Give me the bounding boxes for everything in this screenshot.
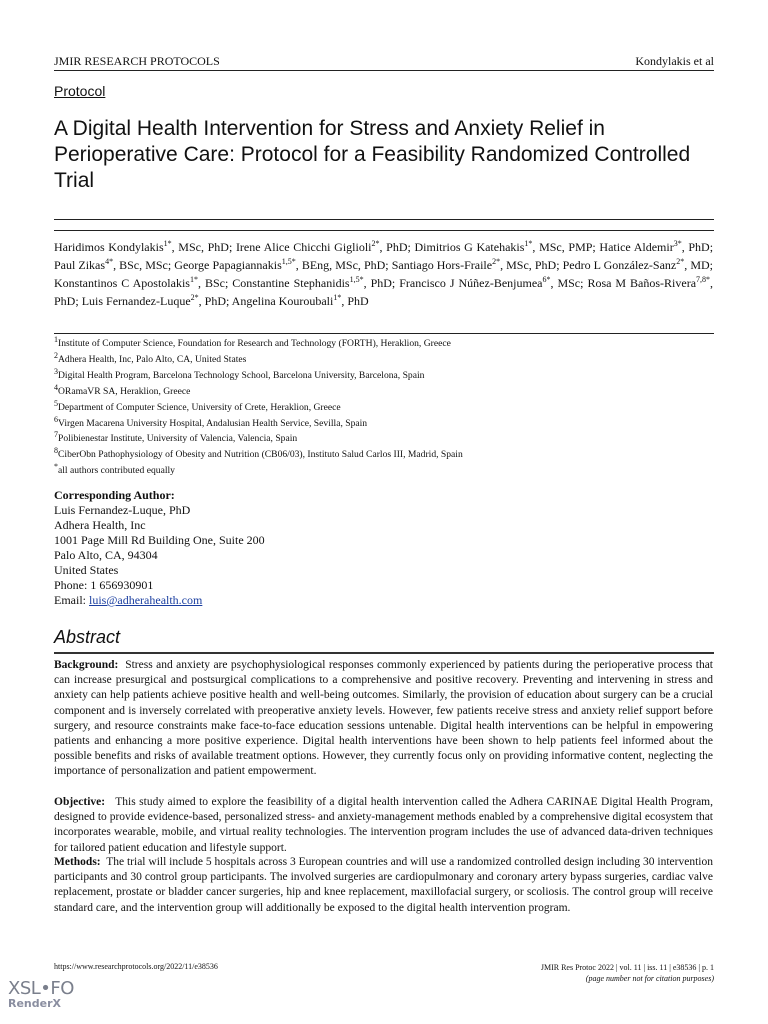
affiliation-text: ORamaVR SA, Heraklion, Greece bbox=[58, 385, 191, 397]
author-name: Pedro L González-Sanz bbox=[562, 258, 677, 272]
affiliation-number: 8 bbox=[54, 446, 58, 456]
corresponding-email-line bbox=[54, 593, 265, 608]
author-entry: Paul Zikas$^{4*}$, BSc, MSc bbox=[54, 257, 168, 272]
author-name: Rosa M Baños-Rivera bbox=[587, 276, 697, 290]
email-link[interactable]: luis@adherahealth.com bbox=[89, 593, 203, 607]
background-label: Background: bbox=[54, 659, 119, 671]
abstract-rule bbox=[54, 652, 714, 654]
author-affiliation-sup: 1,5* bbox=[349, 275, 364, 284]
author-degrees: MSc, PhD bbox=[178, 240, 229, 254]
affiliation-text: Adhera Health, Inc, Palo Alto, CA, United States bbox=[58, 353, 247, 365]
author-name: Angelina Kouroubali bbox=[231, 294, 334, 308]
affiliation-number: 3 bbox=[54, 366, 58, 376]
renderx-logo bbox=[8, 978, 74, 1010]
corresponding-phone: Phone: 1 656930901 bbox=[54, 578, 154, 592]
author-degrees: MSc, PhD bbox=[506, 258, 557, 272]
affiliation-number: 6 bbox=[54, 414, 58, 424]
affiliation-text: Polibienestar Institute, University of Valencia, Valencia, Spain bbox=[58, 433, 298, 445]
corresponding-author-block bbox=[54, 488, 265, 608]
affiliation-item bbox=[54, 431, 713, 447]
author-entry: Haridimos Kondylakis$^{1*}$, MSc, PhD bbox=[54, 239, 229, 254]
author-entry: Rosa M Baños-Rivera$^{7,8*}$, PhD bbox=[54, 275, 714, 308]
abstract-methods bbox=[54, 855, 713, 916]
author-entry: Konstantinos C Apostolakis$^{1*}$, BSc bbox=[54, 275, 225, 290]
logo-renderx: RenderX bbox=[8, 997, 62, 1010]
author-affiliation-sup: 1* bbox=[163, 239, 172, 248]
email-label: Email: bbox=[54, 593, 89, 607]
author-name: Dimitrios G Katehakis bbox=[414, 240, 525, 254]
author-degrees: MSc, PMP bbox=[539, 240, 593, 254]
abstract-background bbox=[54, 658, 713, 780]
author-list: Haridimos Kondylakis$^{1*}$, MSc, PhD; Irene Alice Chicchi Giglioli$^{2*}$, PhD; Dimitrios G Katehakis$^{1*}$, MSc, PMP; Hatice Aldemir$^{3*}$, PhD; Paul Zikas$^{4*}$, BSc, MSc; George Papagiannakis$^{1,5*}$, BEng, MSc, PhD; Santiago Hors-Fraile$^{2*}$, MSc, PhD; Pedro L González-Sanz$^{2*}$, MD; Konstantinos C Apostolakis$^{1*}$, BSc; Constantine Stephanidis$^{1,5*}$, PhD; Francisco J Núñez-Benjumea$^{6*}$, MSc; Rosa M Baños-Rivera$^{7,8*}$, PhD; Luis Fernandez-Luque$^{2*}$, PhD; Angelina Kouroubali$^{1*}$, PhD bbox=[54, 239, 714, 308]
author-affiliation-sup: 1,5* bbox=[281, 257, 296, 266]
affiliation-text: Virgen Macarena University Hospital, Andalusian Health Service, Sevilla, Spain bbox=[58, 417, 368, 429]
author-entry: Constantine Stephanidis$^{1,5*}$, PhD bbox=[232, 275, 392, 290]
corresponding-street: 1001 Page Mill Rd Building One, Suite 200 bbox=[54, 533, 265, 547]
author-entry: Angelina Kouroubali$^{1*}$, PhD bbox=[231, 293, 369, 308]
background-text: Stress and anxiety are psychophysiological responses commonly experienced by patients during the perioperative process that can increase presurgical and postsurgical complications to a comprehensive and positive recovery. Preventing and intervening in stress and anxiety can help patients achieve positive health and well-being outcomes. Similarly, the provision of education about surgery can be a crucial component and is inversely correlated with preoperative anxiety levels. However, few patients receive stress and anxiety relief support before surgery, and resource constraints make face-to-face education sessions untenable. Digital health interventions can be helpful in empowering patients and enhancing a more positive experience. Digital health interventions have been shown to help patients feel informed about the possible benefits and risks of available treatment options. However, they currently focus only on providing informative content, neglecting the importance of personalization and patient empowerment. bbox=[54, 659, 713, 778]
author-affiliation-sup: 1* bbox=[189, 275, 198, 284]
article-title: A Digital Health Intervention for Stress and Anxiety Relief in Perioperative Care: Protocol for a Feasibility Randomized Controlled Trial bbox=[54, 117, 691, 192]
header-rule bbox=[54, 70, 714, 71]
author-name: Konstantinos C Apostolakis bbox=[54, 276, 190, 290]
author-entry: George Papagiannakis$^{1,5*}$, BEng, MSc, PhD bbox=[174, 257, 386, 272]
author-affiliation-sup: 7,8* bbox=[696, 275, 711, 284]
footer-citation: JMIR Res Protoc 2022 | vol. 11 | iss. 11 | e38536 | p. 1 bbox=[540, 963, 714, 972]
author-degrees: BSc, MSc bbox=[119, 258, 168, 272]
author-entry: Francisco J Núñez-Benjumea$^{6*}$, MSc bbox=[399, 275, 581, 290]
author-affiliation-sup: 2* bbox=[492, 257, 501, 266]
affiliation-item bbox=[54, 463, 713, 479]
author-name: Santiago Hors-Fraile bbox=[391, 258, 493, 272]
author-entry: Luis Fernandez-Luque$^{2*}$, PhD bbox=[81, 293, 226, 308]
author-name: Hatice Aldemir bbox=[599, 240, 674, 254]
abstract-heading: Abstract bbox=[54, 627, 121, 647]
affiliation-text: Department of Computer Science, University of Crete, Heraklion, Greece bbox=[58, 401, 341, 413]
author-entry: Santiago Hors-Fraile$^{2*}$, MSc, PhD bbox=[391, 257, 557, 272]
affiliation-item bbox=[54, 384, 713, 400]
corresponding-org: Adhera Health, Inc bbox=[54, 518, 146, 532]
affiliation-number: 7 bbox=[54, 430, 58, 440]
title-rule-bottom bbox=[54, 230, 714, 231]
affiliation-text: Digital Health Program, Barcelona Technology School, Barcelona University, Barcelona, Spain bbox=[58, 369, 425, 381]
author-degrees: PhD bbox=[54, 294, 76, 308]
corresponding-city: Palo Alto, CA, 94304 bbox=[54, 548, 158, 562]
methods-label: Methods: bbox=[54, 856, 101, 868]
logo-xslfo: XSL•FO bbox=[8, 978, 74, 999]
journal-name: JMIR RESEARCH PROTOCOLS bbox=[54, 54, 220, 68]
affiliation-item bbox=[54, 368, 713, 384]
author-degrees: BSc bbox=[204, 276, 225, 290]
author-affiliation-sup: 4* bbox=[105, 257, 114, 266]
author-degrees: PhD bbox=[386, 240, 408, 254]
corresponding-heading: Corresponding Author: bbox=[54, 488, 175, 502]
author-degrees: PhD bbox=[204, 294, 226, 308]
author-degrees: PhD bbox=[688, 240, 710, 254]
running-author: Kondylakis et al bbox=[635, 54, 714, 68]
author-affiliation-sup: 1* bbox=[333, 293, 342, 302]
author-affiliation-sup: 6* bbox=[542, 275, 551, 284]
affiliation-number: 4 bbox=[54, 382, 58, 392]
objective-label: Objective: bbox=[54, 796, 106, 808]
author-name: Irene Alice Chicchi Giglioli bbox=[235, 240, 372, 254]
affiliation-number: 1 bbox=[54, 334, 58, 344]
article-type-label: Protocol bbox=[54, 83, 106, 99]
objective-text: This study aimed to explore the feasibility of a digital health intervention called the Adhera CARINAE Digital Health Program, designed to provide evidence-based, personalized stress- and anxiety-management methods enabled by a comprehensive digital ecosystem that incorporates wearable, mobile, and virtual reality technologies. The intervention program includes the use of advanced data-driven techniques for tailored patient education and lifestyle support. bbox=[54, 796, 713, 854]
author-name: George Papagiannakis bbox=[174, 258, 282, 272]
author-entry: Pedro L González-Sanz$^{2*}$, MD bbox=[562, 257, 710, 272]
author-degrees: PhD bbox=[370, 276, 392, 290]
author-entry: Dimitrios G Katehakis$^{1*}$, MSc, PMP bbox=[414, 239, 593, 254]
affiliation-list bbox=[54, 336, 713, 479]
author-degrees: PhD bbox=[347, 294, 369, 308]
affiliation-number: 2 bbox=[54, 350, 58, 360]
affiliation-number: 5 bbox=[54, 398, 58, 408]
author-entry: Hatice Aldemir$^{3*}$, PhD bbox=[599, 239, 710, 254]
author-affiliation-sup: 3* bbox=[673, 239, 682, 248]
author-degrees: BEng, MSc, PhD bbox=[301, 258, 386, 272]
affiliation-number: * bbox=[54, 462, 58, 472]
corresponding-name: Luis Fernandez-Luque, PhD bbox=[54, 503, 191, 517]
running-header bbox=[54, 52, 714, 70]
author-name: Haridimos Kondylakis bbox=[54, 240, 164, 254]
abstract-objective bbox=[54, 795, 713, 856]
author-name: Francisco J Núñez-Benjumea bbox=[399, 276, 543, 290]
footer-note: (page number not for citation purposes) bbox=[585, 974, 714, 983]
affiliation-item bbox=[54, 400, 713, 416]
author-affiliation-sup: 2* bbox=[190, 293, 199, 302]
title-rule-top bbox=[54, 219, 714, 220]
author-degrees: MSc bbox=[557, 276, 581, 290]
author-affiliation-sup: 1* bbox=[524, 239, 533, 248]
author-affiliation-sup: 2* bbox=[676, 257, 685, 266]
author-entry: Irene Alice Chicchi Giglioli$^{2*}$, PhD bbox=[235, 239, 408, 254]
author-name: Constantine Stephanidis bbox=[232, 276, 350, 290]
affiliation-text: Institute of Computer Science, Foundation for Research and Technology (FORTH), Heraklion, Greece bbox=[58, 338, 451, 349]
affiliation-item bbox=[54, 352, 713, 368]
methods-text: The trial will include 5 hospitals across 3 European countries and will use a randomized controlled design including 30 intervention participants and 30 control group participants. The involved surgeries are cardiopulmonary and coronary artery bypass surgeries, cardiac valve replacement, prostate or bladder cancer surgeries, hip and knee replacement, maxillofacial surgery, or scoliosis. The control group will receive standard care, and the intervention group will additionally be exposed to the digital health intervention program. bbox=[54, 856, 713, 914]
affiliation-text: CiberObn Pathophysiology of Obesity and Nutrition (CB06/03), Instituto Salud Carlos III, Madrid, Spain bbox=[58, 449, 463, 461]
affiliation-item bbox=[54, 416, 713, 432]
author-name: Paul Zikas bbox=[54, 258, 106, 272]
affiliation-text: all authors contributed equally bbox=[58, 465, 175, 477]
author-affiliation-sup: 2* bbox=[371, 239, 380, 248]
affiliation-item bbox=[54, 447, 713, 463]
authors-rule bbox=[54, 333, 714, 334]
footer-url: https://www.researchprotocols.org/2022/11/e38536 bbox=[54, 962, 218, 971]
corresponding-country: United States bbox=[54, 563, 119, 577]
affiliation-item bbox=[54, 336, 713, 352]
author-name: Luis Fernandez-Luque bbox=[81, 294, 191, 308]
author-degrees: MD bbox=[690, 258, 710, 272]
